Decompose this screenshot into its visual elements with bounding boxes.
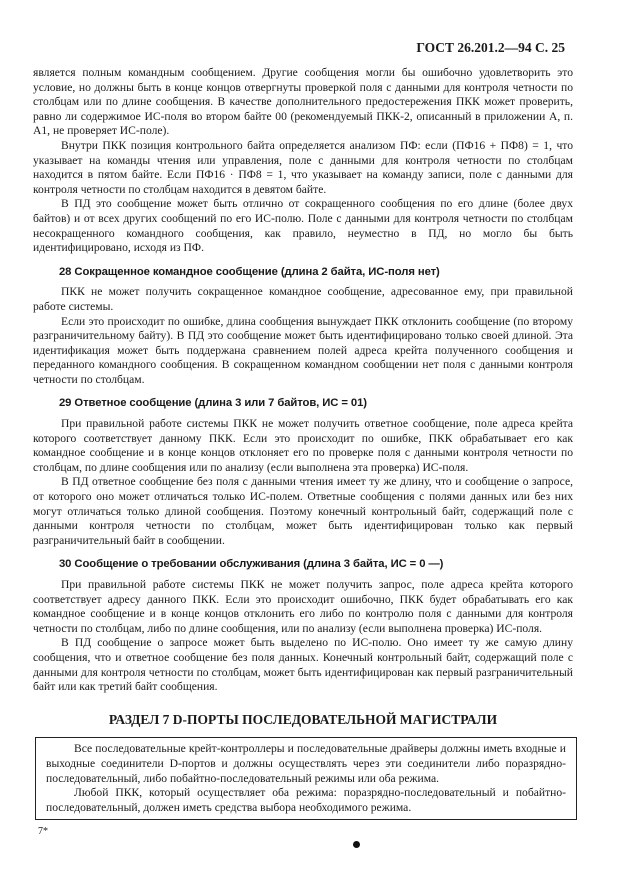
paragraph: Все последовательные крейт-контроллеры и последовательные драйверы должны иметь входные и выходные соединители D-портов и должны осуществлять через эти соединители либо поразрядно-последовательный, либо побайтно-последовательный режимы или оба режима. <box>46 742 566 785</box>
paragraph: В ПД это сообщение может быть отлично от сокращенного сообщения по его длине (более двух байтов) и от всех других сообщений по его ИС-полю. Поле с данными для контроля четности по столбцам несокращенного командного сообщения, как правило, неуместно в ПД, но могло бы быть идентифицировано, исходя из ПФ. <box>33 197 573 255</box>
section-7-title: РАЗДЕЛ 7 D-ПОРТЫ ПОСЛЕДОВАТЕЛЬНОЙ МАГИСТРАЛИ <box>108 711 498 727</box>
page-dot <box>353 841 360 848</box>
paragraph: ПКК не может получить сокращенное командное сообщение, адресованное ему, при правильной работе системы. <box>33 285 573 313</box>
paragraph: Любой ПКК, который осуществляет оба режима: поразрядно-последовательный и побайтно-последовательный, должен иметь средства выбора необходимого режима. <box>46 786 566 814</box>
boxed-text <box>35 737 577 820</box>
section-heading-28: 28 Сокращенное командное сообщение (длина 2 байта, ИС-поля нет) <box>59 265 440 278</box>
paragraph: Внутри ПКК позиция контрольного байта определяется анализом ПФ: если (ПФ16 + ПФ8) = 1, что указывает на команды чтения или управления, поле с данными для контроля четности по столбцам находится в пятом байте. Если ПФ16 · ПФ8 = 1, что указывает на команду записи, поле с данными для контроля четности по столбцам находится в девятом байте. <box>33 138 573 196</box>
paragraph: является полным командным сообщением. Другие сообщения могли бы ошибочно удовлетворить это условие, но должны быть в конце концов отвергнуты проверкой поля с данными для контроля четности по столбцам или по длине сообщения. В качестве дополнительного предостережения ПКК может проверить, равно ли содержимое ИС-поля во втором байте 00 (рекомендуемый ПКК-2, описанный в приложении А, п. А1, не проверяет ИС-поле). <box>33 66 573 138</box>
paragraph: При правильной работе системы ПКК не может получить запрос, поле адреса крейта которого соответствует адресу данного ПКК. Если это происходит ошибочно, ПКК будет обрабатывать его как командное сообщение и в конце концов отклонить его либо по контролю поля с данными для контроля четности по столбцам, либо по длине сообщения, или по анализу (если выполнена проверка) ИС-поля. <box>33 578 573 635</box>
section-heading-29: 29 Ответное сообщение (длина 3 или 7 байтов, ИС = 01) <box>59 397 367 410</box>
section-heading-30: 30 Сообщение о требовании обслуживания (длина 3 байта, ИС = 0 —) <box>59 558 444 571</box>
paragraph: В ПД сообщение о запросе может быть выделено по ИС-полю. Оно имеет ту же самую длину сообщения, что и ответное сообщение без поля данных. Конечный контрольный байт, содержащий поле с данными для контроля четности по столбцам, может быть идентифицирован как первый разграничительный байт или как третий байт сообщения. <box>33 636 573 694</box>
signature-mark: 7* <box>38 826 48 837</box>
document-body <box>33 66 573 820</box>
page-header: ГОСТ 26.201.2—94 С. 25 <box>416 40 565 55</box>
paragraph: При правильной работе системы ПКК не может получить ответное сообщение, поле адреса крейта которого соответствует данному ПКК. Если это происходит по ошибке, ПКК обрабатывает его как командное сообщение и в конце концов отклоняет его по проверке поля с данными контроля четности по столбцам, по длине сообщения или по анализу (если выполнена эта проверка) ИС-поля. <box>33 417 573 474</box>
paragraph: Если это происходит по ошибке, длина сообщения вынуждает ПКК отклонить сообщение (по второму разграничительному байту). В ПД это сообщение может быть идентифицировано только своей длиной. Эта идентификация может быть поддержана сравнением полей адреса крейта полученного сообщения и переданного командного сообщения. В сокращенном командном сообщении нет поля с данными контроля четности по столбцам. <box>33 314 573 386</box>
paragraph: В ПД ответное сообщение без поля с данными чтения имеет ту же длину, что и сообщение о запросе, от которого оно может отличаться только ИС-полем. Ответные сообщения с полями данных или без них могут отличаться только длиной сообщения. Поэтому конечный контрольный байт, содержащий поле с данными контроля четности по столбцам, может быть идентифицирован только как первый разграничительный байт в сообщении. <box>33 475 573 547</box>
